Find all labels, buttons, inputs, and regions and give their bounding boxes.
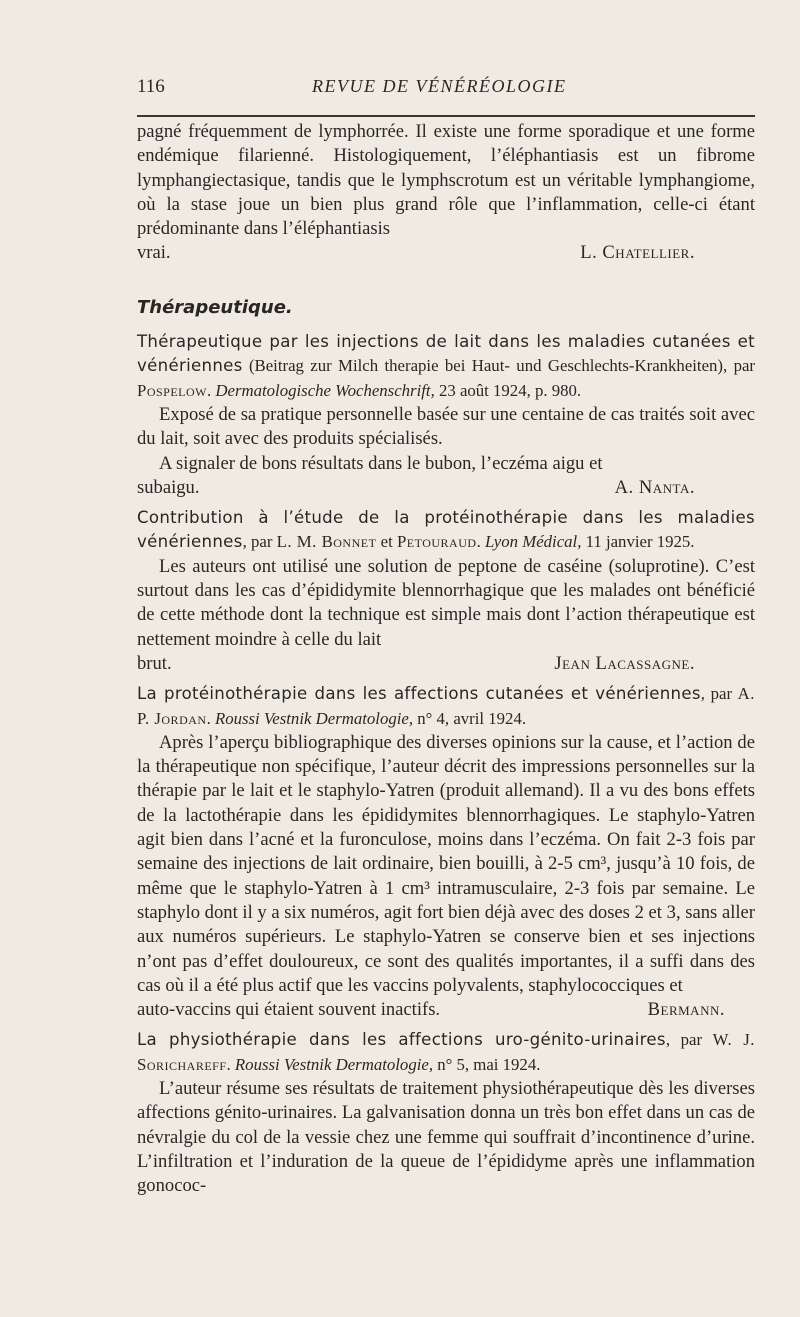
journal-title: REVUE DE VÉNÉRÉOLOGIE <box>312 76 567 96</box>
entry-4-meta-c: n° 5, mai 1924. <box>433 1054 541 1074</box>
intro-last-word: vrai. <box>137 242 171 264</box>
entry-2-heading <box>137 506 755 555</box>
entry-1-closing <box>137 476 755 500</box>
intro-paragraph: pagné fréquemment de lymphorrée. Il existe une forme sporadique et une forme endémique filarienné. Histologiquement, l’éléphantiasis est un fibrome lymphangiectasique, tandis que le lymphscrotum est un véritable lymphangiome, où la stase joue un bien plus grand rôle que l’inflammation, celle-ci étant prédominante dans l’éléphantiasis <box>137 121 755 240</box>
entry-2-meta-c: . <box>476 532 485 552</box>
section-title: Thérapeutique. <box>137 296 293 318</box>
entry-1-paragraph-1: Exposé de sa pratique personnelle basée sur une centaine de cas traités soit avec du lait, soit avec des produits spécialisés. <box>137 403 755 450</box>
entry-2 <box>137 506 755 676</box>
entry-2-author2: Petouraud <box>396 532 477 552</box>
entry-2-meta-d: 11 janvier 1925. <box>581 532 695 552</box>
entry-1-meta-c: 23 août 1924, p. 980. <box>434 380 582 400</box>
entry-1-title: Thérapeutique par les injections de lait dans les maladies cutanées et vénériennes <box>137 332 755 376</box>
entry-4-meta-b: . <box>226 1054 235 1074</box>
entry-3-heading <box>137 682 755 731</box>
page-number: 116 <box>137 76 165 97</box>
entry-3-signature: Bermann. <box>647 999 725 1021</box>
entry-1 <box>137 330 755 500</box>
entry-1-paragraph-2: A signaler de bons résultats dans le bubon, l’eczéma aigu et <box>159 452 603 474</box>
entry-3-journal: Roussi Vestnik Dermatologie, <box>214 708 414 728</box>
entry-3-paragraph: Après l’aperçu bibliographique des diverses opinions sur la cause, et l’action de la thérapeutique non spécifique, l’auteur décrit des impressions personnelles sur la thérapie par le lait et le staphylo-Yatren (produit allemand). Il a vu des bons effets de la lactothérapie dans les épididymites blennorrhagiques. Le staphylo-Yatren agit bien dans l’acné et la furonculose, moins dans l’eczéma. On fait 2-3 fois par semaine des injections de lait ordinaire, bien bouilli, à 2-5 cm³, jusqu’à 10 fois, de même que le staphylo-Yatren à 1 cm³ intramusculaire, 2-3 fois par semaine. Le staphylo dont il y a six numéros, agit fort bien déjà avec des doses 2 et 3, sans aller aux numéros supérieurs. Le staphylo-Yatren se conserve bien et ses injections n’ont pas d’effet douloureux, ce sont des qualités importantes, il a suffi dans des cas où il a été plus actif que les vaccins polyvalents, staphylococciques et <box>137 731 755 996</box>
entry-4-author: W. J. Sorichareff <box>137 1030 755 1074</box>
entry-2-last-word: brut. <box>137 652 172 674</box>
entry-4-meta-a: , par <box>665 1030 713 1050</box>
entry-4 <box>137 1028 755 1198</box>
entry-2-paragraph: Les auteurs ont utilisé une solution de peptone de caséine (soluprotine). C’est surtout dans les cas d’épididymite blennorrhagique que les malades ont bénéficié de cette méthode dont la technique est simple mais dont l’action thérapeutique est nettement moindre à celle du lait <box>137 555 755 650</box>
running-header <box>137 76 755 100</box>
entry-1-heading <box>137 330 755 403</box>
entry-1-meta-b: . <box>207 380 216 400</box>
entry-2-meta-b: et <box>376 532 397 552</box>
entry-3-meta-c: n° 4, avril 1924. <box>413 708 527 728</box>
intro-closing <box>137 241 755 265</box>
entry-1-author: Pospelow <box>137 380 207 400</box>
entry-1-journal: Dermatologische Wochenschrift, <box>215 380 435 400</box>
entry-2-author: L. M. Bonnet <box>276 532 377 552</box>
intro-signature: L. Chatellier. <box>580 242 695 264</box>
entry-1-signature: A. Nanta. <box>614 476 695 498</box>
entry-2-meta-a: , par <box>242 532 277 552</box>
entry-3-meta-b: . <box>206 708 215 728</box>
entry-2-journal: Lyon Médical, <box>484 532 582 552</box>
entry-3-meta-a: , par <box>700 684 738 704</box>
entry-2-title: Contribution à l’étude de la protéinothérapie dans les maladies vénériennes <box>137 508 755 552</box>
header-rule <box>137 115 755 117</box>
entry-1-last-word: subaigu. <box>137 476 200 498</box>
entry-1-meta-a: (Beitrag zur Milch therapie bei Haut- und Geschlechts-Krankheiten), par <box>242 356 755 376</box>
entry-3-author: A. P. Jordan <box>137 684 755 728</box>
entry-3 <box>137 682 755 1022</box>
entry-2-signature: Jean Lacassagne. <box>554 652 695 674</box>
entry-3-closing <box>137 998 755 1022</box>
entry-3-last-line: auto-vaccins qui étaient souvent inactifs. <box>137 999 441 1021</box>
entry-4-title: La physiothérapie dans les affections uro-génito-urinaires <box>137 1030 666 1050</box>
entry-2-closing <box>137 652 755 676</box>
entry-4-journal: Roussi Vestnik Dermatologie, <box>234 1054 434 1074</box>
article-body <box>137 120 755 1198</box>
entry-3-title: La protéinothérapie dans les affections cutanées et vénériennes <box>137 684 701 704</box>
entry-4-heading <box>137 1028 755 1077</box>
entry-4-paragraph: L’auteur résume ses résultats de traitement physiothérapeutique dès les diverses affections génito-urinaires. La galvanisation donna un très bon effet dans un cas de névralgie du col de la vessie chez une femme qui souffrait d’incontinence d’urine. L’infiltration et l’induration de la queue de l’épididyme après une inflammation gonococ- <box>137 1077 755 1197</box>
